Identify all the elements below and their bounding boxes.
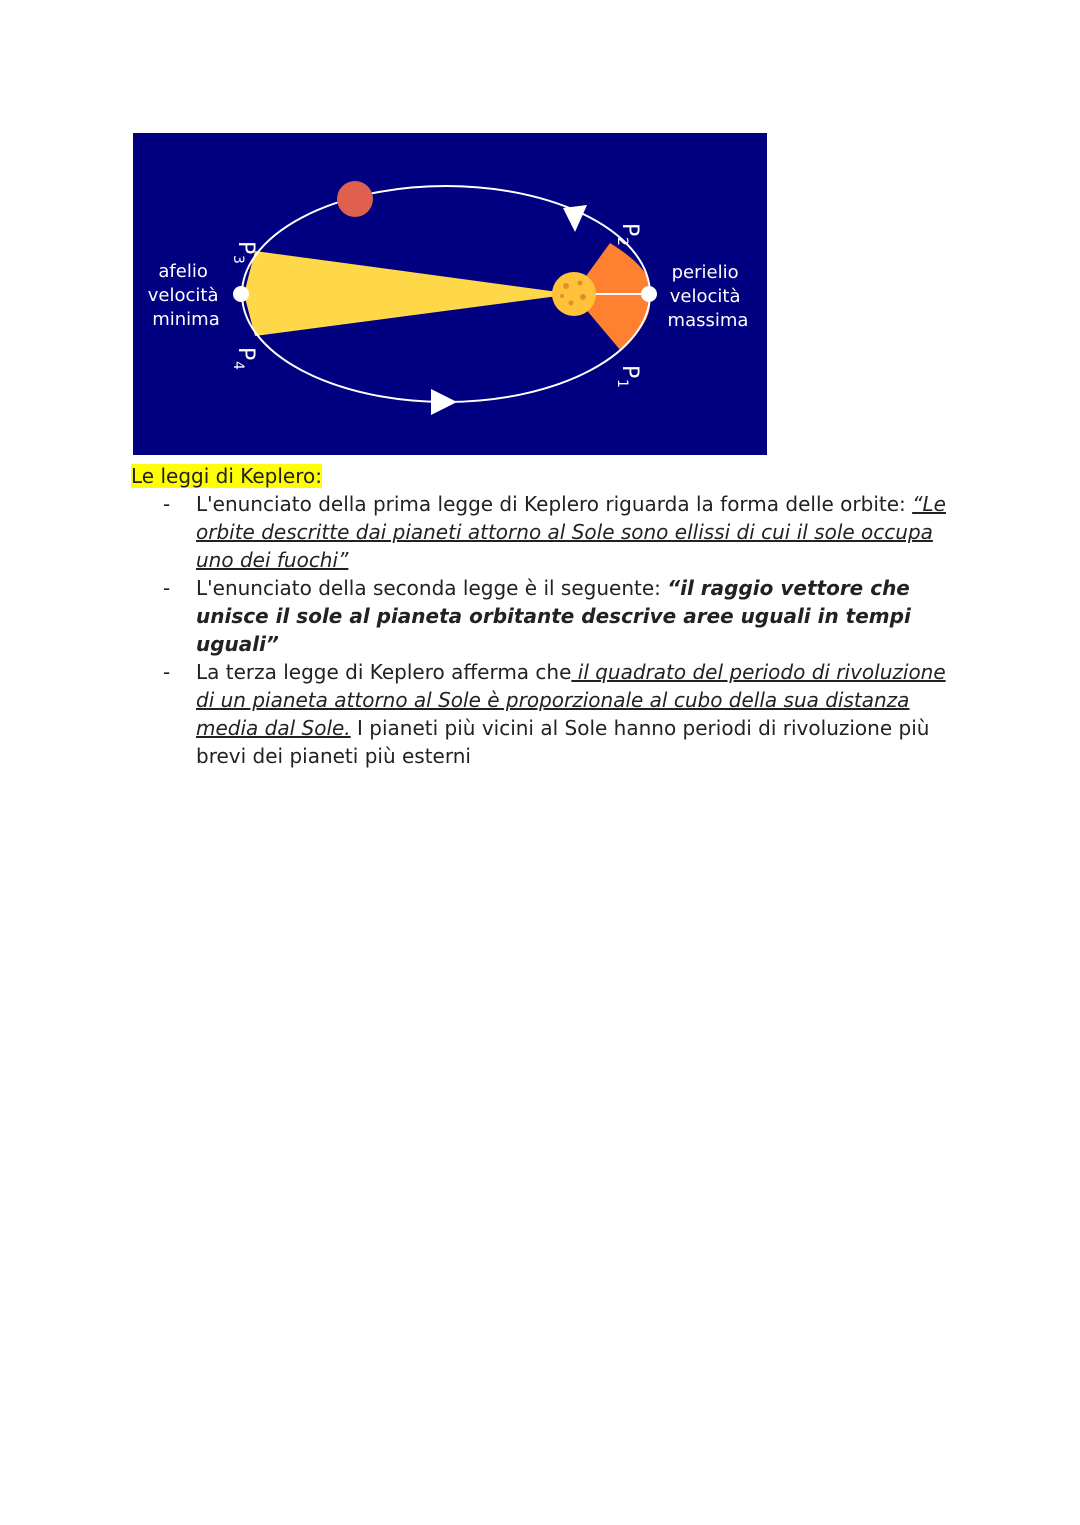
section-heading [131,462,322,490]
law-first-intro: L'enunciato della prima legge di Keplero riguarda la forma delle orbite: [196,492,913,516]
svg-text:P: P [233,241,258,255]
orbit-direction-arrow-top [563,205,587,232]
svg-text:3: 3 [230,255,246,264]
list-dash: - [163,660,171,684]
aphelion-label: afelio velocità minima [147,261,220,330]
svg-text:P: P [233,347,258,361]
list-dash: - [163,492,171,516]
aphelion-point [233,286,249,302]
list-dash: - [163,576,171,600]
law-first-quote: “Le orbite descritte dai pianeti attorno al Sole sono ellissi di cui il sole occupa uno dei fuochi” [196,492,946,572]
svg-text:P: P [617,223,642,237]
kepler-orbit-diagram [133,133,767,455]
label-p2 [614,223,642,246]
svg-text:1: 1 [614,379,630,388]
law-second [131,574,961,658]
svg-text:P: P [617,365,642,379]
law-third [131,658,961,770]
label-p1 [614,365,642,388]
law-third-tail: I pianeti più vicini al Sole hanno periodi di rivoluzione più brevi dei pianeti più esterni [196,716,930,768]
perihelion-label: perielio velocità massima [667,262,749,331]
sun [552,272,596,316]
kepler-laws-list [131,490,961,770]
highlighted-heading-text: Le leggi di Keplero: [131,464,322,488]
label-p4 [230,347,258,370]
aphelion-area-sector [244,251,573,336]
law-first [131,490,961,574]
svg-text:4: 4 [230,361,246,370]
planet [337,181,373,217]
svg-text:2: 2 [614,237,630,246]
law-second-intro: L'enunciato della seconda legge è il seguente: [196,576,668,600]
orbit-direction-arrow-bottom [431,389,457,415]
law-third-statement: il quadrato del periodo di rivoluzione di un pianeta attorno al Sole è proporzionale al cubo della sua distanza media dal Sole. [196,660,946,740]
law-second-quote: “il raggio vettore che unisce il sole al pianeta orbitante descrive aree uguali in tempi uguali” [196,576,911,656]
law-third-intro: La terza legge di Keplero afferma che [196,660,572,684]
perihelion-point [641,286,657,302]
